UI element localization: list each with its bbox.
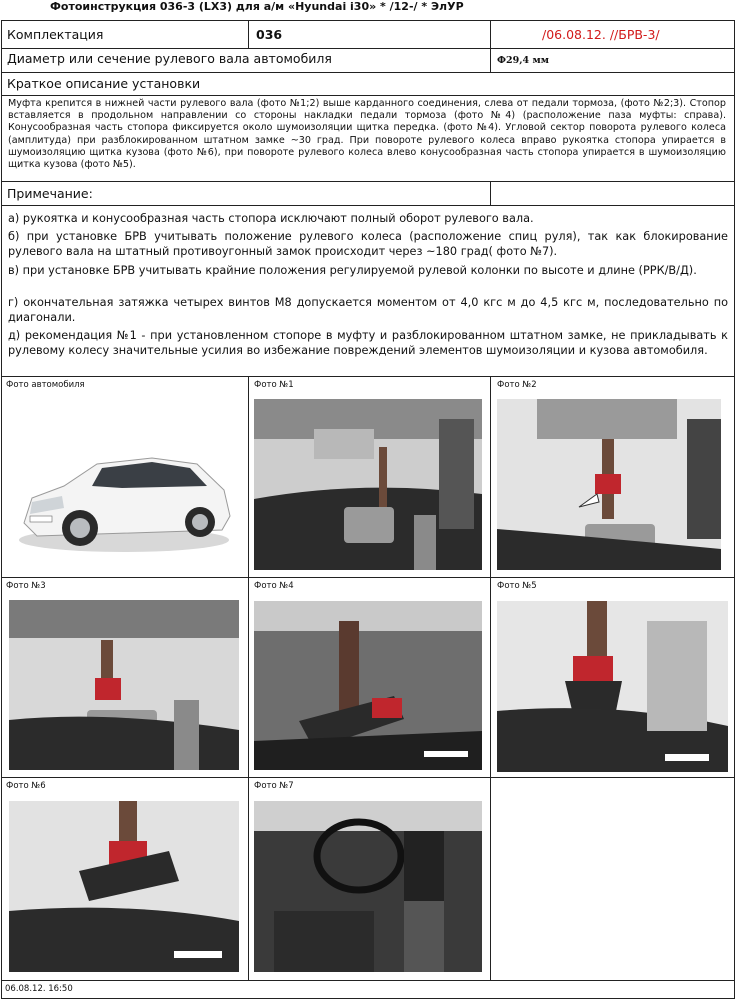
- komplektaciya-label: Комплектация: [7, 27, 104, 42]
- photo-2-label: Фото №2: [497, 380, 537, 390]
- column-divider: [248, 20, 249, 49]
- notes-label: Примечание:: [7, 186, 93, 201]
- row-divider: [1, 48, 735, 49]
- column-divider: [490, 376, 491, 980]
- row-divider: [1, 72, 735, 73]
- photo-car-label: Фото автомобиля: [6, 380, 85, 390]
- note-item-c: в) при установке БРВ учитывать крайние положения регулируемой рулевой колонки по высоте и длине (РРК/В/Д).: [8, 264, 697, 277]
- note-item-d: г) окончательная затяжка четырех винтов М8 допускается моментом от 4,0 кгс м до 4,5 кгс м, последовательно по диагонали.: [8, 296, 728, 324]
- photo-5-image: [497, 601, 728, 772]
- photo-3-image: [9, 600, 239, 770]
- car-photo: [2, 398, 247, 571]
- date-stamp: /06.08.12. //БРВ-3/: [542, 27, 660, 42]
- note-item-a: а) рукоятка и конусообразная часть стопора исключают полный оборот рулевого вала.: [8, 212, 534, 225]
- document-title: Фотоинструкция 036-3 (LX3) для а/м «Hyundai i30» * /12-/ * ЭлУР: [50, 0, 464, 13]
- column-divider: [490, 20, 491, 72]
- row-divider: [1, 777, 735, 778]
- photo-1-image: [254, 399, 482, 570]
- print-timestamp: 06.08.12. 16:50: [5, 984, 73, 994]
- description-label: Краткое описание установки: [7, 76, 201, 91]
- photo-3-label: Фото №3: [6, 581, 46, 591]
- diameter-label: Диаметр или сечение рулевого вала автомобиля: [7, 51, 332, 66]
- row-divider: [1, 95, 735, 96]
- row-divider: [1, 205, 735, 206]
- photo-2-image: [497, 399, 721, 570]
- diameter-value: Ф29,4 мм: [497, 55, 549, 66]
- photo-6-label: Фото №6: [6, 781, 46, 791]
- row-divider: [1, 577, 735, 578]
- note-item-b: б) при установке БРВ учитывать положение рулевого колеса (расположение спиц руля), так как блокирование рулевого вала на штатный противоугонный замок происходит через ~180 град( фото №7).: [8, 230, 728, 258]
- column-divider: [490, 181, 491, 205]
- row-divider: [1, 980, 735, 981]
- installation-description: Муфта крепится в нижней части рулевого вала (фото №1;2) выше карданного соединения, слева от педали тормоза, (фото №2;3). Стопор вставляется в продольном направлении со стороны накладки педали тормоза (фото №4) (расположение паза муфты: справа). Конусообразная часть стопора фиксируется около шумоизоляции щитка передка. (фото №4). Угловой сектор поворота рулевого колеса (амплитуда) при разблокированном штатном замке ~30 град. При повороте рулевого колеса вправо рукоятка стопора упирается в шумоизоляцию щитка кузова (фото №6), при повороте рулевого колеса влево конусообразная часть стопора упирается в шумоизоляцию щитка кузова (фото №5).: [8, 98, 726, 171]
- photo-7-image: [254, 801, 482, 972]
- row-divider: [1, 376, 735, 377]
- photo-4-label: Фото №4: [254, 581, 294, 591]
- row-divider: [1, 181, 735, 182]
- komplektaciya-value: 036: [256, 27, 283, 42]
- note-item-e: д) рекомендация №1 - при установленном стопоре в муфту и разблокированном штатном замке, не прикладывать к рулевому колесу значительные усилия во избежание повреждений элементов шумоизоляции и кузова автомобиля.: [8, 329, 728, 357]
- photo-7-label: Фото №7: [254, 781, 294, 791]
- photo-5-label: Фото №5: [497, 581, 537, 591]
- column-divider: [248, 376, 249, 980]
- photo-4-image: [254, 601, 482, 770]
- photo-6-image: [9, 801, 239, 972]
- photo-1-label: Фото №1: [254, 380, 294, 390]
